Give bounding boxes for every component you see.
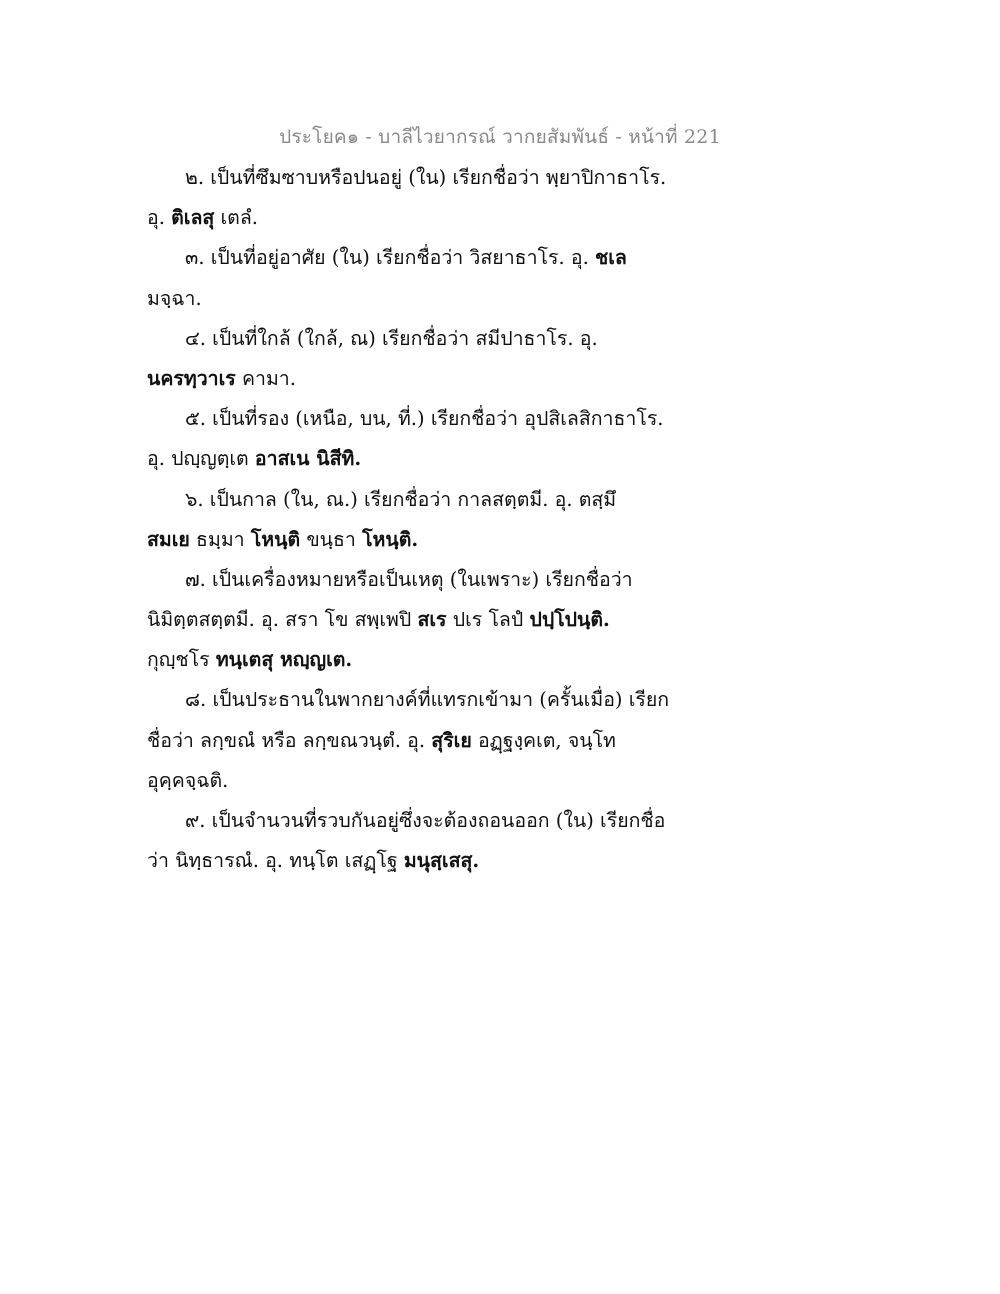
pali-example-bold: อาสเน นิสีทิ. xyxy=(254,447,362,471)
text-line xyxy=(147,721,687,761)
text-segment: ๘. เป็นประธานในพากยางค์ที่แทรกเข้ามา (ครั้นเมื่อ) เรียก xyxy=(185,688,670,712)
pali-example-bold: โหนฺติ. xyxy=(362,527,419,551)
text-line xyxy=(147,841,687,881)
text-line xyxy=(147,680,687,720)
text-line xyxy=(147,801,687,841)
body-text xyxy=(147,158,687,881)
text-line xyxy=(147,198,687,238)
text-segment: นิมิตฺตสตฺตมี. อุ. สรา โข สพฺเพปิ xyxy=(147,608,418,632)
text-segment: ว่า นิทฺธารณํ. อุ. ทนฺโต เสฏฺโฐ xyxy=(147,849,404,873)
text-segment: ๙. เป็นจำนวนที่รวบกันอยู่ซึ่งจะต้องถอนออก (ใน) เรียกชื่อ xyxy=(185,809,666,832)
text-segment: ๓. เป็นที่อยู่อาศัย (ใน) เรียกชื่อว่า วิสยาธาโร. อุ. xyxy=(185,246,595,270)
text-line xyxy=(147,600,687,640)
text-segment: เตลํ. xyxy=(214,206,258,230)
pali-example-bold: ชเล xyxy=(594,246,627,270)
pali-example-bold: ปปฺโปนฺติ. xyxy=(529,608,610,632)
text-segment: ๒. เป็นที่ซึมซาบหรือปนอยู่ (ใน) เรียกชื่อว่า พฺยาปิกาธาโร. xyxy=(185,166,667,189)
text-segment: อุ. xyxy=(147,206,172,230)
pali-example-bold: ติเลสุ xyxy=(171,206,215,230)
pali-example-bold: นครทฺวาเร xyxy=(147,366,236,390)
text-line xyxy=(147,319,687,359)
text-segment: ๔. เป็นที่ใกล้ (ใกล้, ณ) เรียกชื่อว่า สมีปาธาโร. อุ. xyxy=(185,326,598,350)
pali-example-bold: สมเย xyxy=(147,527,190,551)
text-line xyxy=(147,158,687,198)
text-segment: ๗. เป็นเครื่องหมายหรือเป็นเหตุ (ในเพราะ) เรียกชื่อว่า xyxy=(185,567,633,591)
text-segment: คามา. xyxy=(235,366,296,390)
text-segment: ธมฺมา xyxy=(189,527,251,551)
text-segment: ขนฺธา xyxy=(300,527,363,551)
text-segment: อุ. ปญฺญตฺเต xyxy=(147,447,255,471)
text-line xyxy=(147,238,687,278)
text-line xyxy=(147,399,687,439)
text-segment: ปเร โลปํ xyxy=(446,608,530,632)
text-line xyxy=(147,640,687,680)
text-segment: ๕. เป็นที่รอง (เหนือ, บน, ที่.) เรียกชื่อว่า อุปสิเลสิกาธาโร. xyxy=(185,407,664,431)
text-segment: มจฺฉา. xyxy=(147,286,202,310)
pali-example-bold: สุริเย xyxy=(431,728,472,752)
pali-example-bold: ทนฺเตสุ หญฺญเต. xyxy=(215,648,353,672)
text-line xyxy=(147,359,687,399)
running-header: ประโยค๑ - บาลีไวยากรณ์ วากยสัมพันธ์ - หน้าที่ 221 xyxy=(279,126,721,148)
text-line xyxy=(147,560,687,600)
text-segment: อุคฺคจฺฉติ. xyxy=(147,768,229,792)
text-segment: ชื่อว่า ลกฺขณํ หรือ ลกฺขณวนฺตํ. อุ. xyxy=(147,728,432,752)
text-line xyxy=(147,520,687,560)
text-segment: อฏฺฐงฺคเต, จนฺโท xyxy=(471,728,616,752)
text-line xyxy=(147,480,687,520)
text-segment: ๖. เป็นกาล (ใน, ณ.) เรียกชื่อว่า กาลสตฺตมี. อุ. ตสฺมึ xyxy=(185,487,617,511)
text-line xyxy=(147,439,687,479)
text-line xyxy=(147,279,687,319)
text-segment: กุญฺชโร xyxy=(147,648,216,672)
pali-example-bold: มนุสฺเสสุ. xyxy=(403,849,480,873)
pali-example-bold: สเร xyxy=(417,608,447,632)
text-line xyxy=(147,761,687,801)
pali-example-bold: โหนฺติ xyxy=(250,527,301,551)
